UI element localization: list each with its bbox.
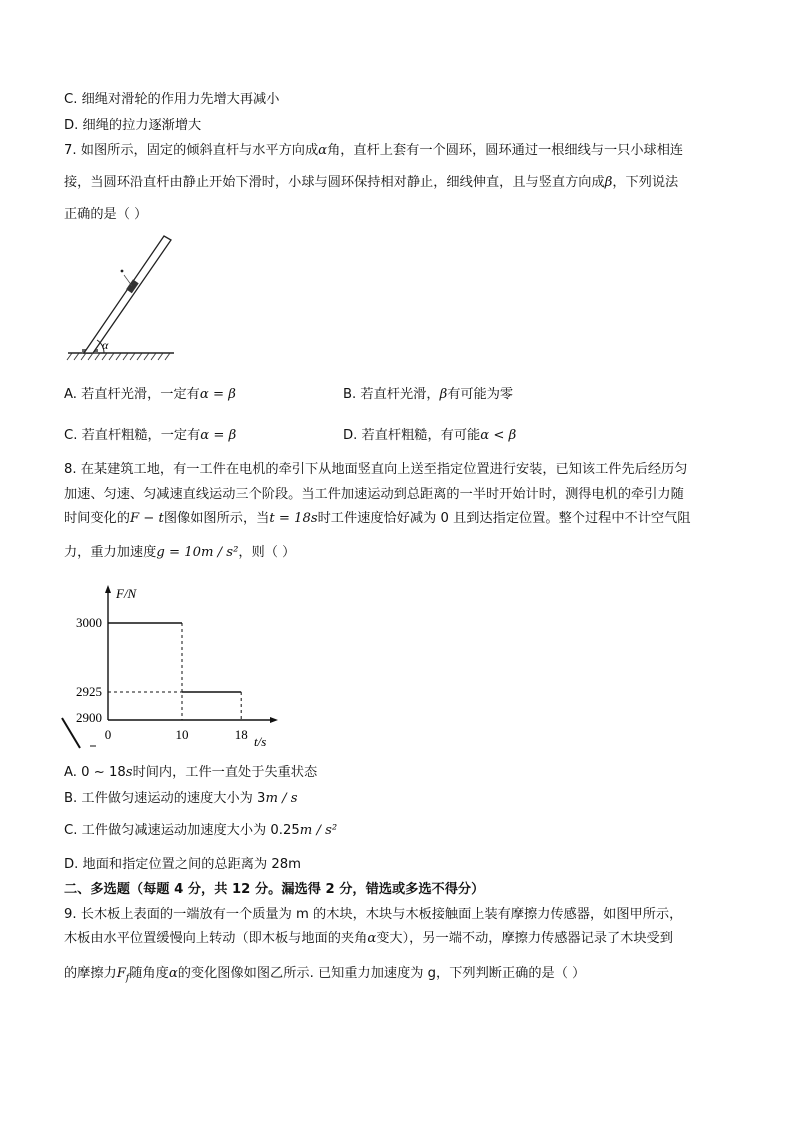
angle-label: α bbox=[102, 338, 109, 352]
q7-stem-line3: 正确的是（ ） bbox=[64, 207, 148, 222]
thread bbox=[124, 275, 132, 286]
ball bbox=[121, 270, 124, 273]
q7-option-d: D. 若直杆粗糙，有可能α < β bbox=[343, 428, 517, 443]
y-axis-arrow bbox=[105, 585, 111, 593]
alpha-symbol: α bbox=[318, 143, 328, 158]
y-tick-label-3000: 3000 bbox=[76, 615, 102, 630]
q7-option-a: A. 若直杆光滑，一定有α = β bbox=[64, 387, 236, 402]
y-axis-title: F/N bbox=[116, 586, 137, 601]
q8-stem-line4: 力，重力加速度g = 10m / s²，则（ ） bbox=[64, 545, 296, 560]
q8-option-b: B. 工件做匀速运动的速度大小为 3m / s bbox=[64, 791, 298, 806]
q8-option-d: D. 地面和指定位置之间的总距离为 28m bbox=[64, 857, 301, 872]
x-tick-label-10: 10 bbox=[175, 727, 189, 742]
x-tick-label-0: 0 bbox=[104, 727, 112, 742]
prev-option-c: C. 细绳对滑轮的作用力先增大再减小 bbox=[64, 92, 280, 107]
y-tick-label-2900: 2900 bbox=[76, 710, 102, 725]
x-axis-arrow bbox=[270, 717, 278, 723]
q8-stem-line2: 加速、匀速、匀减速直线运动三个阶段。当工件加速运动到总距离的一半时开始计时，测得电机的牵引力随 bbox=[64, 487, 684, 502]
q8-ft-chart bbox=[60, 582, 290, 754]
x-tick-label-18: 18 bbox=[234, 727, 248, 742]
q8-option-c: C. 工件做匀减速运动加速度大小为 0.25m / s² bbox=[64, 823, 338, 838]
ground-hatch bbox=[67, 353, 170, 360]
inclined-rod bbox=[84, 236, 171, 353]
q8-option-a: A. 0 ~ 18s时间内，工件一直处于失重状态 bbox=[64, 765, 318, 780]
q9-stem-line3: 的摩擦力$F_f$随角度α的变化图像如图乙所示. 已知重力加速度为 g，下列判断正确的是（ ） bbox=[64, 966, 586, 984]
q9-stem-line1: 9. 长木板上表面的一端放有一个质量为 m 的木块，木块与木板接触面上装有摩擦力传感器，如图甲所示， bbox=[64, 907, 683, 922]
prev-option-d: D. 细绳的拉力逐渐增大 bbox=[64, 118, 202, 133]
q7-figure bbox=[60, 232, 185, 367]
q8-stem-line3: 时间变化的F − t图像如图所示，当t = 18s时工件速度恰好减为 0 且到达指定位置。整个过程中不计空气阻 bbox=[64, 511, 691, 526]
q7-stem-line1: 7. 如图所示，固定的倾斜直杆与水平方向成α角，直杆上套有一个圆环，圆环通过一根细线与一只小球相连 bbox=[64, 143, 684, 158]
y-tick-label-2925: 2925 bbox=[76, 684, 102, 699]
q7-stem-line2: 接，当圆环沿直杆由静止开始下滑时，小球与圆环保持相对静止，细线伸直，且与竖直方向成β，下列说法 bbox=[64, 175, 679, 190]
q7-option-b: B. 若直杆光滑，β有可能为零 bbox=[343, 387, 514, 402]
x-axis-title: t/s bbox=[254, 734, 267, 749]
beta-symbol: β bbox=[604, 175, 613, 190]
q7-option-c: C. 若直杆粗糙，一定有α = β bbox=[64, 428, 237, 443]
q9-stem-line2: 木板由水平位置缓慢向上转动（即木板与地面的夹角α变大），另一端不动，摩擦力传感器记录了木块受到 bbox=[64, 931, 673, 946]
section-title: 二、多选题（每题 4 分，共 12 分。漏选得 2 分，错选或多选不得分） bbox=[64, 882, 485, 897]
q8-stem-line1: 8. 在某建筑工地，有一工件在电机的牵引下从地面竖直向上送至指定位置进行安装，已知该工件先后经历匀 bbox=[64, 462, 688, 477]
